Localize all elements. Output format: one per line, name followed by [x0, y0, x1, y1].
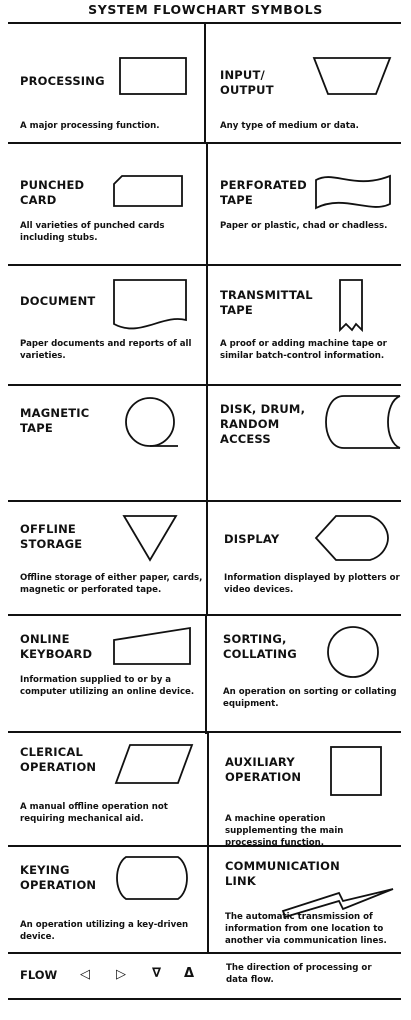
- symbol-name: KEYING OPERATION: [20, 863, 97, 892]
- symbol-name: CLERICAL OPERATION: [20, 745, 97, 774]
- symbol-name: INPUT/ OUTPUT: [220, 68, 274, 97]
- sorting-circle-icon: [325, 624, 381, 680]
- symbol-name: SORTING, COLLATING: [223, 632, 297, 661]
- symbol-clerical-operation: [8, 731, 207, 845]
- symbol-transmittal-tape: [206, 264, 401, 384]
- symbol-input-output: [206, 22, 401, 142]
- punched-card-icon: [112, 174, 184, 208]
- perforated-tape-icon: [314, 170, 392, 214]
- symbol-description: A manual offline operation not requiring mechanical aid.: [20, 802, 168, 824]
- symbol-auxiliary-operation: [209, 731, 401, 848]
- symbol-description: Paper or plastic, chad or chadless.: [220, 221, 388, 231]
- symbol-name: ONLINE KEYBOARD: [20, 632, 93, 661]
- symbol-description: A proof or adding machine tape or similar batch-control information.: [220, 339, 387, 361]
- offline-storage-triangle-icon: [122, 514, 178, 562]
- symbol-name: PUNCHED CARD: [20, 178, 85, 207]
- symbol-name: PROCESSING: [20, 74, 105, 88]
- symbol-name: DOCUMENT: [20, 294, 96, 308]
- magnetic-tape-icon: [124, 396, 184, 448]
- online-keyboard-icon: [112, 626, 192, 666]
- symbol-name: PERFORATED TAPE: [220, 178, 307, 207]
- up-arrow-icon: Δ: [184, 966, 195, 981]
- symbol-description: Paper documents and reports of all varieties.: [20, 339, 192, 361]
- symbol-perforated-tape: [206, 142, 401, 264]
- symbol-processing: [8, 22, 204, 142]
- symbol-display: [208, 500, 401, 614]
- symbol-description: Any type of medium or data.: [220, 121, 359, 131]
- display-icon: [314, 514, 390, 562]
- symbol-name: COMMUNICATION LINK: [225, 859, 340, 888]
- symbol-name: OFFLINE STORAGE: [20, 522, 83, 551]
- flow-row: [8, 952, 401, 998]
- symbol-offline-storage: [8, 500, 206, 614]
- symbol-description: An operation on sorting or collating equipment.: [223, 687, 397, 709]
- symbol-name: TRANSMITTAL TAPE: [220, 288, 313, 317]
- symbol-communication-link: [209, 845, 401, 952]
- flow-description: The direction of processing or data flow.: [226, 963, 372, 985]
- symbol-name: DISPLAY: [224, 532, 280, 546]
- divider: [8, 998, 401, 1000]
- document-icon: [112, 278, 188, 334]
- symbol-description: Offline storage of either paper, cards, magnetic or perforated tape.: [20, 573, 203, 595]
- symbol-magnetic-tape: [8, 384, 206, 500]
- keying-operation-icon: [114, 855, 190, 901]
- down-arrow-icon: ∇: [152, 966, 162, 981]
- symbol-description: Information displayed by plotters or video devices.: [224, 573, 400, 595]
- symbol-name: AUXILIARY OPERATION: [225, 755, 302, 784]
- symbol-description: An operation utilizing a key-driven device.: [20, 920, 189, 942]
- symbol-description: A major processing function.: [20, 121, 160, 131]
- symbol-sorting-collating: [207, 614, 401, 731]
- flow-label: FLOW: [20, 968, 58, 982]
- processing-rectangle-icon: [118, 56, 188, 96]
- symbol-disk-drum: [208, 384, 401, 500]
- clerical-parallelogram-icon: [114, 743, 194, 785]
- input-output-trapezoid-icon: [312, 56, 392, 96]
- left-arrow-icon: ◁: [80, 967, 90, 982]
- transmittal-tape-icon: [338, 278, 366, 334]
- symbols-table: [8, 22, 401, 1002]
- symbol-document: [8, 264, 204, 384]
- symbol-description: The automatic transmission of information from one location to another via communication lines.: [225, 912, 387, 946]
- symbol-description: All varieties of punched cards including stubs.: [20, 221, 165, 243]
- symbol-description: Information supplied to or by a computer utilizing an online device.: [20, 675, 195, 697]
- symbol-description: A machine operation supplementing the main processing function.: [225, 814, 344, 848]
- symbol-punched-card: [8, 142, 204, 264]
- chart-title: SYSTEM FLOWCHART SYMBOLS: [88, 2, 323, 17]
- symbol-name: MAGNETIC TAPE: [20, 406, 90, 435]
- symbol-name: DISK, DRUM, RANDOM ACCESS: [220, 402, 306, 446]
- right-arrow-icon: ▷: [116, 967, 126, 982]
- symbol-keying-operation: [8, 845, 207, 952]
- symbol-online-keyboard: [8, 614, 205, 731]
- auxiliary-square-icon: [329, 745, 383, 797]
- disk-drum-icon: [326, 392, 400, 452]
